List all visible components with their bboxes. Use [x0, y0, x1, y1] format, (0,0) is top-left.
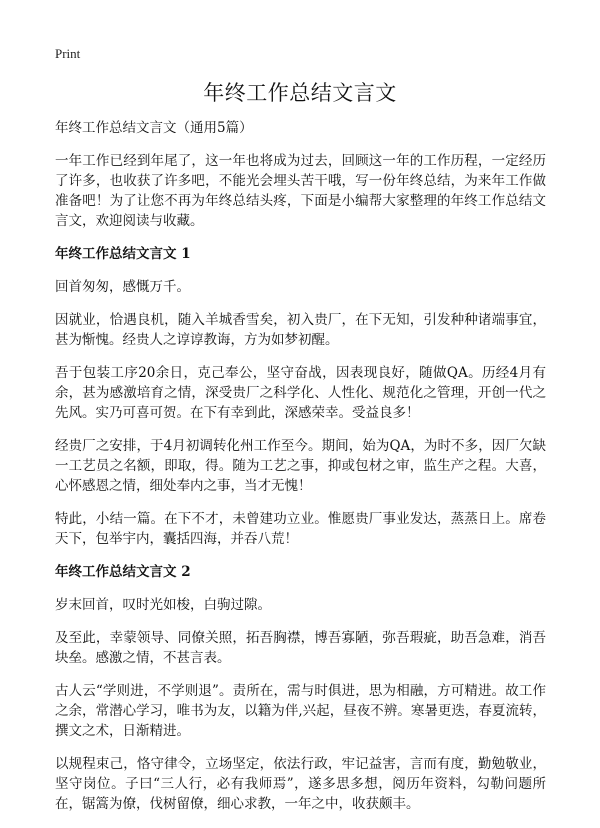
document-body — [55, 118, 546, 827]
section-2-paragraph-2: 及至此，幸蒙领导、同僚关照，拓吾胸襟，博吾寡陋，弥吾瑕疵，助吾急难，消吾块垒。感激之情，不甚言表。 — [55, 630, 546, 666]
section-1-paragraph-4: 经贵厂之安排，于4月初调转化州工作至今。期间，始为QA，为时不多，因厂欠缺一工艺员之名额，即取，得。随为工艺之事，抑或包材之审，监生产之程。大喜，心怀感恩之情，细处奉内之事，当才无愧！ — [55, 438, 546, 494]
section-1-paragraph-1: 回首匆匆，感慨万千。 — [55, 279, 190, 295]
section-heading-1: 年终工作总结文言文 1 — [55, 246, 191, 262]
document-subtitle: 年终工作总结文言文（通用5篇） — [55, 120, 253, 136]
document-title: 年终工作总结文言文 — [203, 81, 397, 105]
section-1-paragraph-2: 因就业，恰遇良机，随入羊城香雪矣，初入贵厂，在下无知，引发种种诸端事宜，甚为惭愧。经贵人之谆谆教诲，方为如梦初醒。 — [55, 312, 546, 348]
section-2-paragraph-4: 以规程束己，恪守律令，立场坚定，依法行政，牢记益害，言而有度，勤勉敬业，坚守岗位。子曰“三人行，必有我师焉”，遂多思多想，阅历年资料，勾勒问题所在，锯篙为僚，伐树留僚，细心求教，一年之中，收获颇丰。 — [55, 756, 546, 812]
print-link[interactable]: Print — [55, 46, 81, 61]
intro-paragraph: 一年工作已经到年尾了，这一年也将成为过去，回顾这一年的工作历程，一定经历了许多，也收获了许多吧，不能光会埋头苦干哦，写一份年终总结，为来年工作做准备吧！为了让您不再为年终总结头疼，下面是小编帮大家整理的年终工作总结文言文，欢迎阅读与收藏。 — [55, 153, 546, 229]
section-1-paragraph-3: 吾于包装工序20余日，克己奉公，坚守奋战，因表现良好，随做QA。历经4月有余，甚为感激培育之情，深受贵厂之科学化、人性化、规范化之管理，开创一代之先风。实乃可喜可贺。在下有幸到此，深感荣幸。受益良多！ — [55, 365, 546, 421]
section-2-paragraph-3: 古人云“学则进，不学则退”。责所在，需与时俱进，思为相融，方可精进。故工作之余，常潜心学习，唯书为友，以籍为伴,兴起，昼夜不辨。寒暑更迭，春夏流转，撰文之术，日渐精进。 — [55, 683, 546, 739]
section-2-paragraph-1: 岁末回首，叹时光如梭，白驹过隙。 — [55, 597, 271, 613]
section-heading-2: 年终工作总结文言文 2 — [55, 564, 191, 580]
section-1-paragraph-5: 特此，小结一篇。在下不才，未曾建功立业。惟愿贵厂事业发达，蒸蒸日上。席卷天下，包举宇内，囊括四海，并吞八荒！ — [55, 511, 546, 547]
